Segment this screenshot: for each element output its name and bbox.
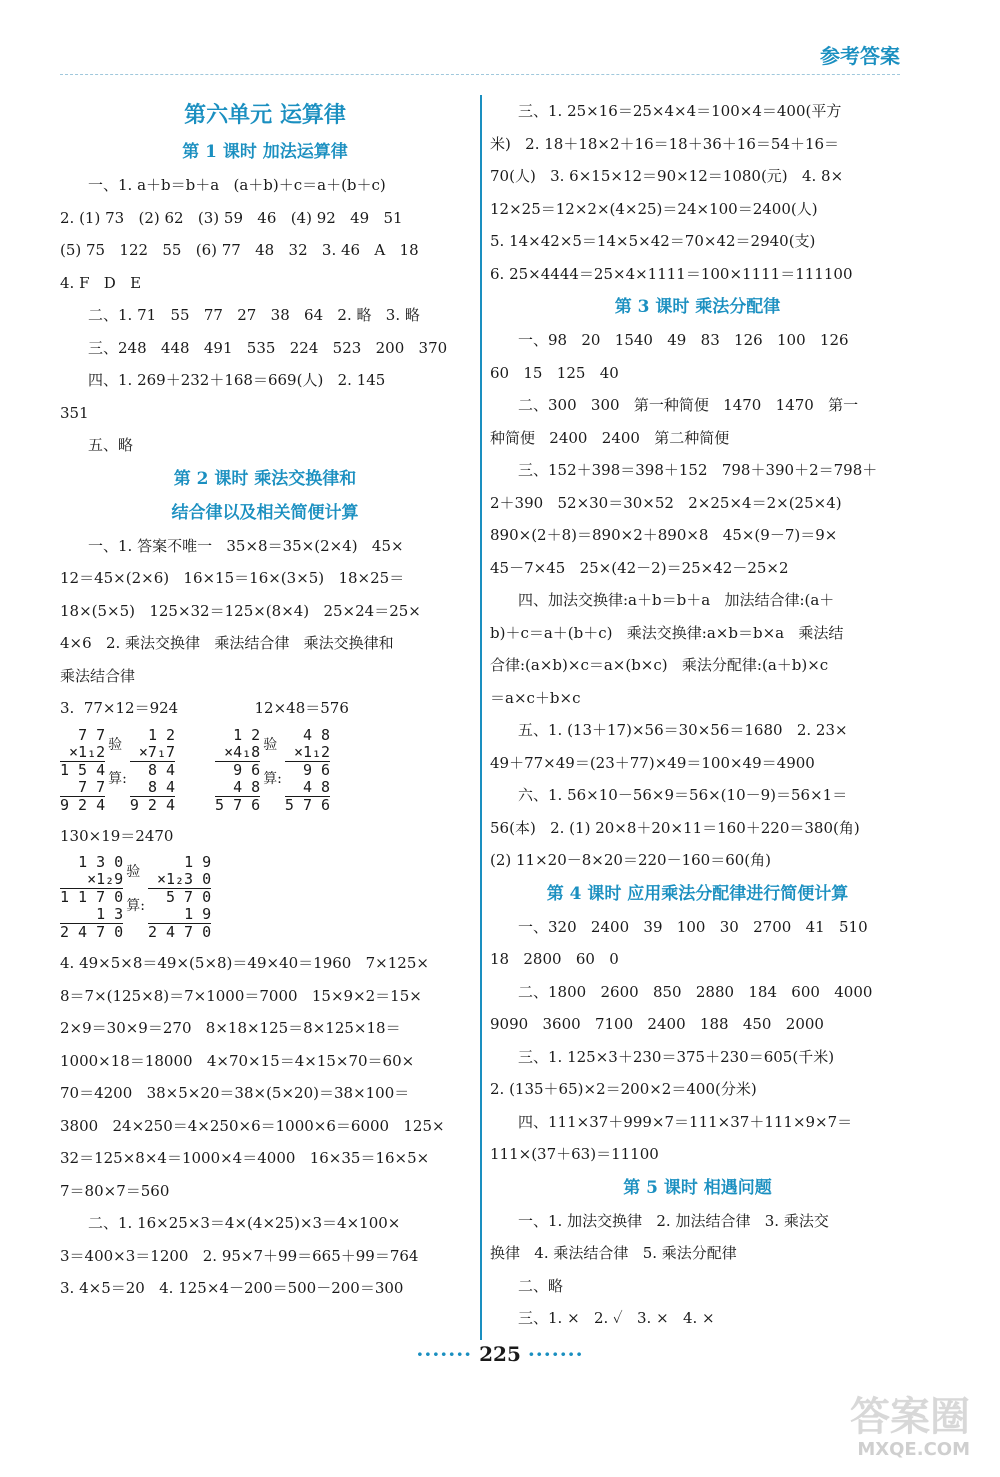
vertical-calc-pair [60, 727, 175, 814]
answer-line: 四、1. 269＋232＋168＝669(人) 2. 145 [88, 371, 386, 389]
answer-line: 2×9＝30×9＝270 8×18×125＝8×125×18＝ [60, 1019, 401, 1037]
answer-line: 12＝45×(2×6) 16×15＝16×(3×5) 18×25＝ [60, 569, 405, 587]
watermark-logo: 答案圈 [850, 1394, 970, 1440]
answer-line: 9090 3600 7100 2400 188 450 2000 [490, 1015, 824, 1033]
answer-line: 换律 4. 乘法结合律 5. 乘法分配律 [490, 1244, 737, 1262]
answer-line: 32＝125×8×4＝1000×4＝4000 16×35＝16×5× [60, 1149, 430, 1167]
answer-line: 5. 14×42×5＝14×5×42＝70×42＝2940(支) [490, 232, 816, 250]
answer-line: (5) 75 122 55 (6) 77 48 32 3. 46 A 18 [60, 241, 419, 259]
vertical-calc: 1 2 ×4₁8 9 6 4 8 5 7 6 [215, 725, 261, 814]
header-title: 参考答案 [820, 44, 900, 68]
answer-line: 米) 2. 18＋18×2＋16＝18＋36＋16＝54＋16＝ [490, 134, 840, 153]
answer-line: 130×19＝2470 [60, 826, 174, 845]
answer-line: ＝a×c＋b×c [490, 688, 581, 707]
watermark [790, 1395, 970, 1465]
answer-line: 4. 49×5×8＝49×(5×8)＝49×40＝1960 7×125× [60, 954, 429, 972]
left-column [60, 95, 470, 1305]
vertical-calc-row-1 [60, 727, 470, 814]
answer-line: 1000×18＝18000 4×70×15＝4×15×70＝60× [60, 1051, 415, 1070]
answer-line: 五、1. (13＋17)×56＝30×56＝1680 2. 23× [518, 721, 848, 739]
answer-line: 56(本) 2. (1) 20×8＋20×11＝160＋220＝380(角) [490, 818, 860, 837]
lesson-1-title: 第 1 课时 加法运算律 [182, 142, 348, 162]
answer-line: 60 15 125 40 [490, 363, 619, 382]
answer-line: 6. 25×4444＝25×4×1111＝100×1111＝111100 [490, 264, 853, 283]
lesson-3-title: 第 3 课时 乘法分配律 [614, 297, 781, 317]
answer-line: 一、320 2400 39 100 30 2700 41 510 [518, 917, 868, 936]
answer-line: 一、1. 答案不唯一 35×8＝35×(2×4) 45× [88, 536, 404, 555]
vertical-calc: 4 8 ×1₁2 9 6 4 8 5 7 6 [284, 725, 331, 814]
vertical-calc: 1 3 0 ×1₂9 1 1 7 0 1 3 2 4 7 0 [60, 853, 124, 941]
vertical-calc-row-2 [60, 854, 470, 941]
answer-line: 二、1. 16×25×3＝4×(4×25)×3＝4×100× [88, 1214, 401, 1232]
answer-line: 四、111×37＋999×7＝111×37＋111×9×7＝ [518, 1112, 853, 1131]
answer-line: 一、98 20 1540 49 83 126 100 126 [518, 331, 849, 349]
unit-title: 第六单元 运算律 [184, 102, 346, 128]
answer-line: 3. 77×12＝924 12×48＝576 [60, 699, 349, 717]
answer-line: 3. 4×5＝20 4. 125×4－200＝500－200＝300 [60, 1279, 404, 1297]
answer-line: 二、略 [518, 1276, 564, 1295]
answer-line: 351 [60, 403, 89, 422]
answer-line: 4×6 2. 乘法交换律 乘法结合律 乘法交换律和 [60, 634, 394, 652]
answer-line: 五、略 [88, 436, 134, 454]
answer-line: 三、1. 25×16＝25×4×4＝100×4＝400(平方 [518, 102, 842, 120]
check-label: 验 算: [263, 736, 282, 787]
answer-line: 49＋77×49＝(23＋77)×49＝100×49＝4900 [490, 753, 815, 772]
answer-line: 二、1. 71 55 77 27 38 64 2. 略 3. 略 [88, 306, 420, 324]
answer-line: 70＝4200 38×5×20＝38×(5×20)＝38×100＝ [60, 1084, 410, 1102]
answer-line: 18×(5×5) 125×32＝125×(8×4) 25×24＝25× [60, 601, 421, 620]
answer-line: 三、1. × 2. ✓ 3. × 4. × [518, 1309, 715, 1327]
check-label: 验 算: [126, 864, 145, 914]
lesson-5-title: 第 5 课时 相遇问题 [623, 1177, 772, 1198]
answer-line: 2. (135＋65)×2＝200×2＝400(分米) [490, 1080, 757, 1098]
answer-line: 四、加法交换律:a＋b＝b＋a 加法结合律:(a＋ [518, 591, 835, 609]
answer-line: 18 2800 60 0 [490, 950, 619, 968]
answer-line: 45－7×45 25×(42－2)＝25×42－25×2 [490, 558, 789, 577]
answer-line: 一、1. 加法交换律 2. 加法结合律 3. 乘法交 [518, 1211, 829, 1230]
answer-line: 8＝7×(125×8)＝7×1000＝7000 15×9×2＝15× [60, 986, 422, 1005]
check-label: 验 算: [108, 736, 127, 787]
answer-line: 二、1800 2600 850 2880 184 600 4000 [518, 982, 873, 1001]
answer-line: (2) 11×20－8×20＝220－160＝60(角) [490, 851, 772, 869]
answer-line: b)＋c＝a＋(b＋c) 乘法交换律:a×b＝b×a 乘法结 [490, 623, 844, 642]
answer-line: 3＝400×3＝1200 2. 95×7＋99＝665＋99＝764 [60, 1246, 419, 1265]
answer-line: 2＋390 52×30＝30×52 2×25×4＝2×(25×4) [490, 493, 842, 512]
answer-line: 7＝80×7＝560 [60, 1181, 170, 1200]
answer-line: 乘法结合律 [60, 666, 136, 685]
column-divider [480, 95, 482, 1340]
footer-dots-right: ······· [527, 1342, 584, 1366]
answer-line: 12×25＝12×2×(4×25)＝24×100＝2400(人) [490, 199, 818, 218]
answer-line: 一、1. a＋b＝b＋a (a＋b)＋c＝a＋(b＋c) [88, 176, 386, 194]
answer-line: 4. F D E [60, 273, 142, 292]
answer-line: 六、1. 56×10－56×9＝56×(10－9)＝56×1＝ [518, 786, 848, 804]
vertical-calc-pair [215, 727, 330, 814]
page-number-text: 225 [479, 1342, 521, 1366]
watermark-url: MXQE.COM [857, 1439, 970, 1460]
answer-line: 70(人) 3. 6×15×12＝90×12＝1080(元) 4. 8× [490, 167, 844, 185]
answer-line: 111×(37＋63)＝11100 [490, 1145, 659, 1163]
lesson-2-title-cont: 结合律以及相关简便计算 [171, 502, 359, 523]
vertical-calc: 1 2 ×7₁7 8 4 8 4 9 2 4 [129, 725, 176, 814]
answer-line: 2. (1) 73 (2) 62 (3) 59 46 (4) 92 49 51 [60, 208, 403, 227]
answer-line: 种简便 2400 2400 第二种简便 [490, 428, 730, 447]
lesson-2-title: 第 2 课时 乘法交换律和 [173, 468, 357, 489]
answer-line: 合律:(a×b)×c＝a×(b×c) 乘法分配律:(a＋b)×c [490, 656, 829, 674]
answer-line: 二、300 300 第一种简便 1470 1470 第一 [518, 396, 859, 414]
answer-line: 890×(2＋8)＝890×2＋890×8 45×(9－7)＝9× [490, 526, 838, 544]
answer-line: 3800 24×250＝4×250×6＝1000×6＝6000 125× [60, 1116, 445, 1135]
vertical-calc: 1 9 ×1₂3 0 5 7 0 1 9 2 4 7 0 [147, 853, 212, 941]
page-number [0, 1342, 1000, 1366]
lesson-4-title: 第 4 课时 应用乘法分配律进行简便计算 [546, 883, 849, 904]
header-divider [60, 74, 900, 75]
vertical-calc: 7 7 ×1₁2 1 5 4 7 7 9 2 4 [60, 725, 106, 814]
answer-line: 三、1. 125×3＋230＝375＋230＝605(千米) [518, 1047, 835, 1066]
vertical-calc-pair [60, 854, 211, 941]
footer-dots-left: ······· [416, 1342, 473, 1366]
right-column [490, 95, 905, 1335]
answer-line: 三、248 448 491 535 224 523 200 370 [88, 338, 448, 357]
answer-line: 三、152＋398＝398＋152 798＋390＋2＝798＋ [518, 461, 878, 479]
